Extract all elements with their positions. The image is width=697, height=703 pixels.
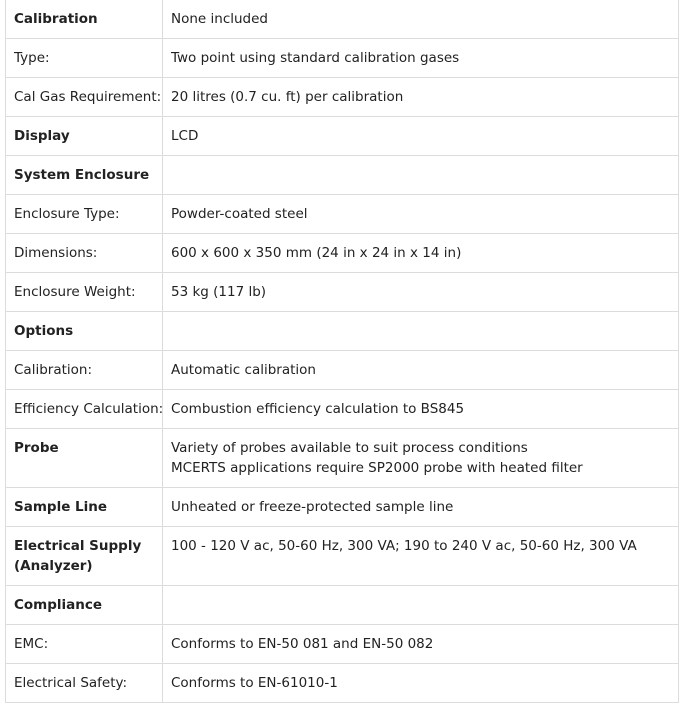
- row-label: Enclosure Type:: [6, 195, 163, 234]
- row-value: [163, 625, 679, 664]
- table-row: [6, 664, 679, 703]
- row-label-line: (Analyzer): [14, 558, 93, 574]
- row-label: Type:: [6, 39, 163, 78]
- table-row: [6, 625, 679, 664]
- row-label: Enclosure Weight:: [6, 273, 163, 312]
- row-value: [163, 586, 679, 625]
- table-row: [6, 488, 679, 527]
- row-value-line: Two point using standard calibration gases: [171, 50, 460, 66]
- row-value: [163, 273, 679, 312]
- row-label: [6, 527, 163, 586]
- row-value: [163, 390, 679, 429]
- row-label: Display: [6, 117, 163, 156]
- row-value: [163, 39, 679, 78]
- specifications-table: [5, 0, 679, 703]
- row-value: [163, 234, 679, 273]
- table-row: [6, 273, 679, 312]
- row-label: Efficiency Calculation:: [6, 390, 163, 429]
- section-header-label: Compliance: [6, 586, 163, 625]
- row-value-line: Variety of probes available to suit process conditions: [171, 440, 528, 456]
- row-value: [163, 78, 679, 117]
- section-header-row: [6, 156, 679, 195]
- table-row: [6, 0, 679, 39]
- row-label: Sample Line: [6, 488, 163, 527]
- row-value-line: LCD: [171, 128, 199, 144]
- row-value: [163, 429, 679, 488]
- table-row: [6, 195, 679, 234]
- row-value-line: 20 litres (0.7 cu. ft) per calibration: [171, 89, 404, 105]
- table-row: [6, 117, 679, 156]
- row-label-line: Electrical Supply: [14, 538, 142, 554]
- row-value-line: Powder-coated steel: [171, 206, 308, 222]
- row-value: [163, 312, 679, 351]
- table-row: [6, 351, 679, 390]
- table-row: [6, 39, 679, 78]
- specifications-table-body: [6, 0, 679, 703]
- row-value: [163, 527, 679, 586]
- table-row: [6, 429, 679, 488]
- section-header-label: System Enclosure: [6, 156, 163, 195]
- row-label: Dimensions:: [6, 234, 163, 273]
- row-label: Cal Gas Requirement:: [6, 78, 163, 117]
- row-value-line: MCERTS applications require SP2000 probe with heated filter: [171, 460, 583, 476]
- row-value: [163, 351, 679, 390]
- row-value-line: Automatic calibration: [171, 362, 316, 378]
- row-value: [163, 195, 679, 234]
- table-row: [6, 390, 679, 429]
- row-value-line: 600 x 600 x 350 mm (24 in x 24 in x 14 in): [171, 245, 462, 261]
- row-label: Calibration:: [6, 351, 163, 390]
- row-label: Calibration: [6, 0, 163, 39]
- row-value-line: 53 kg (117 lb): [171, 284, 267, 300]
- row-label: Probe: [6, 429, 163, 488]
- row-value: [163, 156, 679, 195]
- row-value-line: 100 - 120 V ac, 50-60 Hz, 300 VA; 190 to 240 V ac, 50-60 Hz, 300 VA: [171, 538, 637, 554]
- section-header-label: Options: [6, 312, 163, 351]
- row-value: [163, 117, 679, 156]
- row-value-line: None included: [171, 11, 268, 27]
- row-value: [163, 488, 679, 527]
- row-value: [163, 0, 679, 39]
- table-row: [6, 234, 679, 273]
- table-row: [6, 527, 679, 586]
- table-row: [6, 78, 679, 117]
- section-header-row: [6, 586, 679, 625]
- row-value-line: Conforms to EN-61010-1: [171, 675, 338, 691]
- row-label: Electrical Safety:: [6, 664, 163, 703]
- row-value-line: Unheated or freeze-protected sample line: [171, 499, 454, 515]
- row-value-line: Conforms to EN-50 081 and EN-50 082: [171, 636, 434, 652]
- row-label: EMC:: [6, 625, 163, 664]
- row-value-line: Combustion efficiency calculation to BS845: [171, 401, 465, 417]
- row-value: [163, 664, 679, 703]
- section-header-row: [6, 312, 679, 351]
